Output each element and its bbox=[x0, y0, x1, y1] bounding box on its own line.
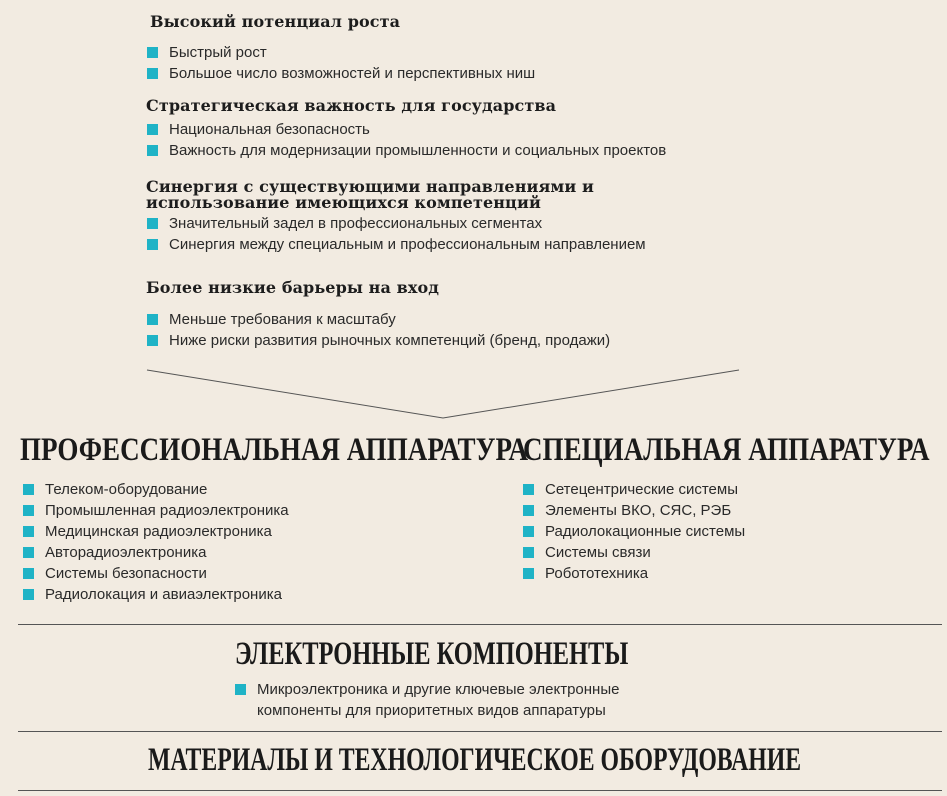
list-item: Микроэлектроника и другие ключевые электронные компоненты для приоритетных видов аппаратуры bbox=[234, 679, 694, 721]
criterion-title: Более низкие барьеры на вход bbox=[146, 278, 440, 297]
professional-title: ПРОФЕССИОНАЛЬНАЯ АППАРАТУРА bbox=[20, 432, 529, 468]
list-item: Промышленная радиоэлектроника bbox=[22, 500, 289, 521]
list-item: Робототехника bbox=[522, 563, 745, 584]
list-item: Большое число возможностей и перспективных ниш bbox=[146, 63, 535, 84]
materials-title: МАТЕРИАЛЫ И ТЕХНОЛОГИЧЕСКОЕ ОБОРУДОВАНИЕ bbox=[148, 742, 802, 778]
list-item: Элементы ВКО, СЯС, РЭБ bbox=[522, 500, 745, 521]
list-item: Ниже риски развития рыночных компетенций (бренд, продажи) bbox=[146, 330, 610, 351]
criterion-title: Стратегическая важность для государства bbox=[146, 96, 557, 115]
criterion-title: Синергия с существующими направлениями и использование имеющихся компетенций bbox=[146, 177, 594, 212]
divider bbox=[18, 790, 942, 791]
list-item: Телеком-оборудование bbox=[22, 479, 289, 500]
criterion-title: Высокий потенциал роста bbox=[150, 12, 401, 31]
list-item: Быстрый рост bbox=[146, 42, 535, 63]
professional-list bbox=[22, 479, 289, 605]
list-item: Важность для модернизации промышленности и социальных проектов bbox=[146, 140, 666, 161]
divider bbox=[18, 624, 942, 625]
list-item: Радиолокация и авиаэлектроника bbox=[22, 584, 289, 605]
list-item: Системы безопасности bbox=[22, 563, 289, 584]
list-item: Значительный задел в профессиональных сегментах bbox=[146, 213, 646, 234]
list-item: Сетецентрические системы bbox=[522, 479, 745, 500]
list-item: Национальная безопасность bbox=[146, 119, 666, 140]
list-item: Меньше требования к масштабу bbox=[146, 309, 610, 330]
components-title: ЭЛЕКТРОННЫЕ КОМПОНЕНТЫ bbox=[235, 636, 629, 672]
list-item: Медицинская радиоэлектроника bbox=[22, 521, 289, 542]
divider bbox=[18, 731, 942, 732]
special-title: СПЕЦИАЛЬНАЯ АППАРАТУРА bbox=[523, 432, 930, 468]
list-item: Авторадиоэлектроника bbox=[22, 542, 289, 563]
special-list bbox=[522, 479, 745, 584]
list-item: Системы связи bbox=[522, 542, 745, 563]
list-item: Синергия между специальным и профессиональным направлением bbox=[146, 234, 646, 255]
components-list bbox=[234, 679, 694, 721]
list-item: Радиолокационные системы bbox=[522, 521, 745, 542]
